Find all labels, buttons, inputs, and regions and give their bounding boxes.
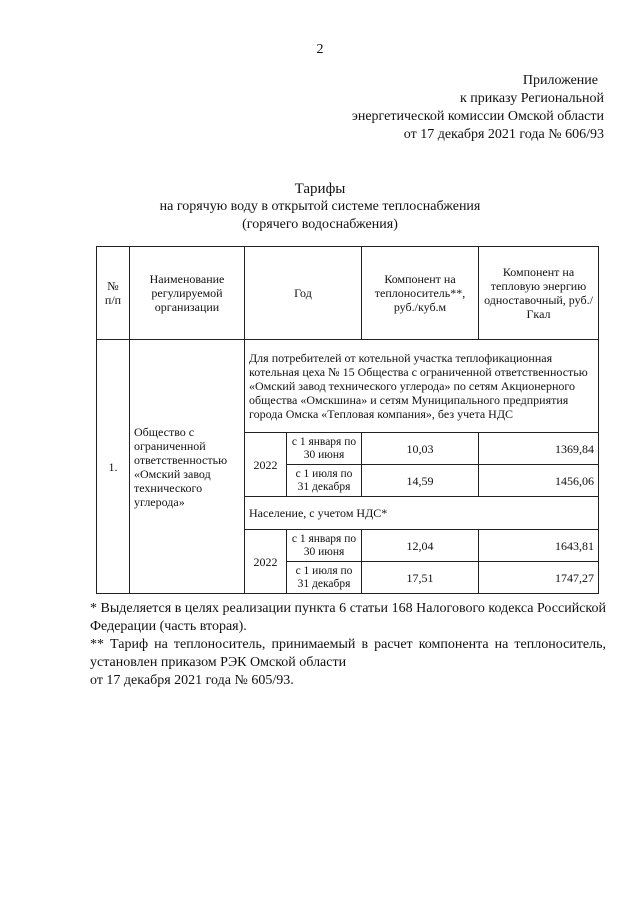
group-header-1: Для потребителей от котельной участка теплофикационная котельная цеха № 15 Общества с ограниченной ответственностью «Омский завод технического углерода» по сетям Акционерного общества «Омскшина» и сетям Муниципального предприятия города Омска «Тепловая компания», без учета НДС [245,340,599,433]
header-num: № п/п [97,247,130,340]
document-title [0,180,640,234]
footnote-1: * Выделяется в целях реализации пункта 6 статьи 168 Налогового кодекса Российской Федерации (часть вторая). [90,601,606,634]
appendix-line-3: энергетической комиссии Омской области [351,109,604,124]
carrier-value: 14,59 [362,465,479,497]
appendix-line-1: Приложение [522,73,598,88]
energy-value: 1747,27 [479,562,599,594]
energy-value: 1369,84 [479,433,599,465]
period-cell: с 1 января по 30 июня [287,433,362,465]
header-carrier-component: Компонент на теплоноситель**, руб./куб.м [362,247,479,340]
footnotes [90,600,606,690]
year-cell-2: 2022 [245,530,287,594]
header-year: Год [245,247,362,340]
carrier-value: 12,04 [362,530,479,562]
appendix-line-4: от 17 декабря 2021 года № 606/93 [403,127,604,142]
appendix-header [352,72,604,144]
carrier-value: 10,03 [362,433,479,465]
carrier-value: 17,51 [362,562,479,594]
row-number: 1. [97,340,130,594]
table-header-row [97,247,599,340]
tariffs-table [96,246,599,594]
energy-value: 1643,81 [479,530,599,562]
page-number: 2 [316,42,324,57]
title-subtitle-2: (горячего водоснабжения) [242,217,398,232]
table-row [97,340,599,433]
header-energy-component: Компонент на тепловую энергию одноставочный, руб./Гкал [479,247,599,340]
organization-name: Общество с ограниченной ответственностью «Омский завод технического углерода» [130,340,245,594]
energy-value: 1456,06 [479,465,599,497]
title-subtitle: на горячую воду в открытой системе теплоснабжения [159,199,481,214]
group-header-2: Население, с учетом НДС* [245,497,599,530]
period-cell: с 1 июля по 31 декабря [287,562,362,594]
header-organization: Наименование регулируемой организации [130,247,245,340]
period-cell: с 1 января по 30 июня [287,530,362,562]
footnote-2: ** Тариф на теплоноситель, принимаемый в расчет компонента на теплоноситель, установлен приказом РЭК Омской области [90,637,606,670]
period-cell: с 1 июля по 31 декабря [287,465,362,497]
appendix-line-2: к приказу Региональной [459,91,604,106]
footnote-2-continuation: от 17 декабря 2021 года № 605/93. [90,673,294,688]
title-main: Тарифы [294,181,346,197]
year-cell-1: 2022 [245,433,287,497]
